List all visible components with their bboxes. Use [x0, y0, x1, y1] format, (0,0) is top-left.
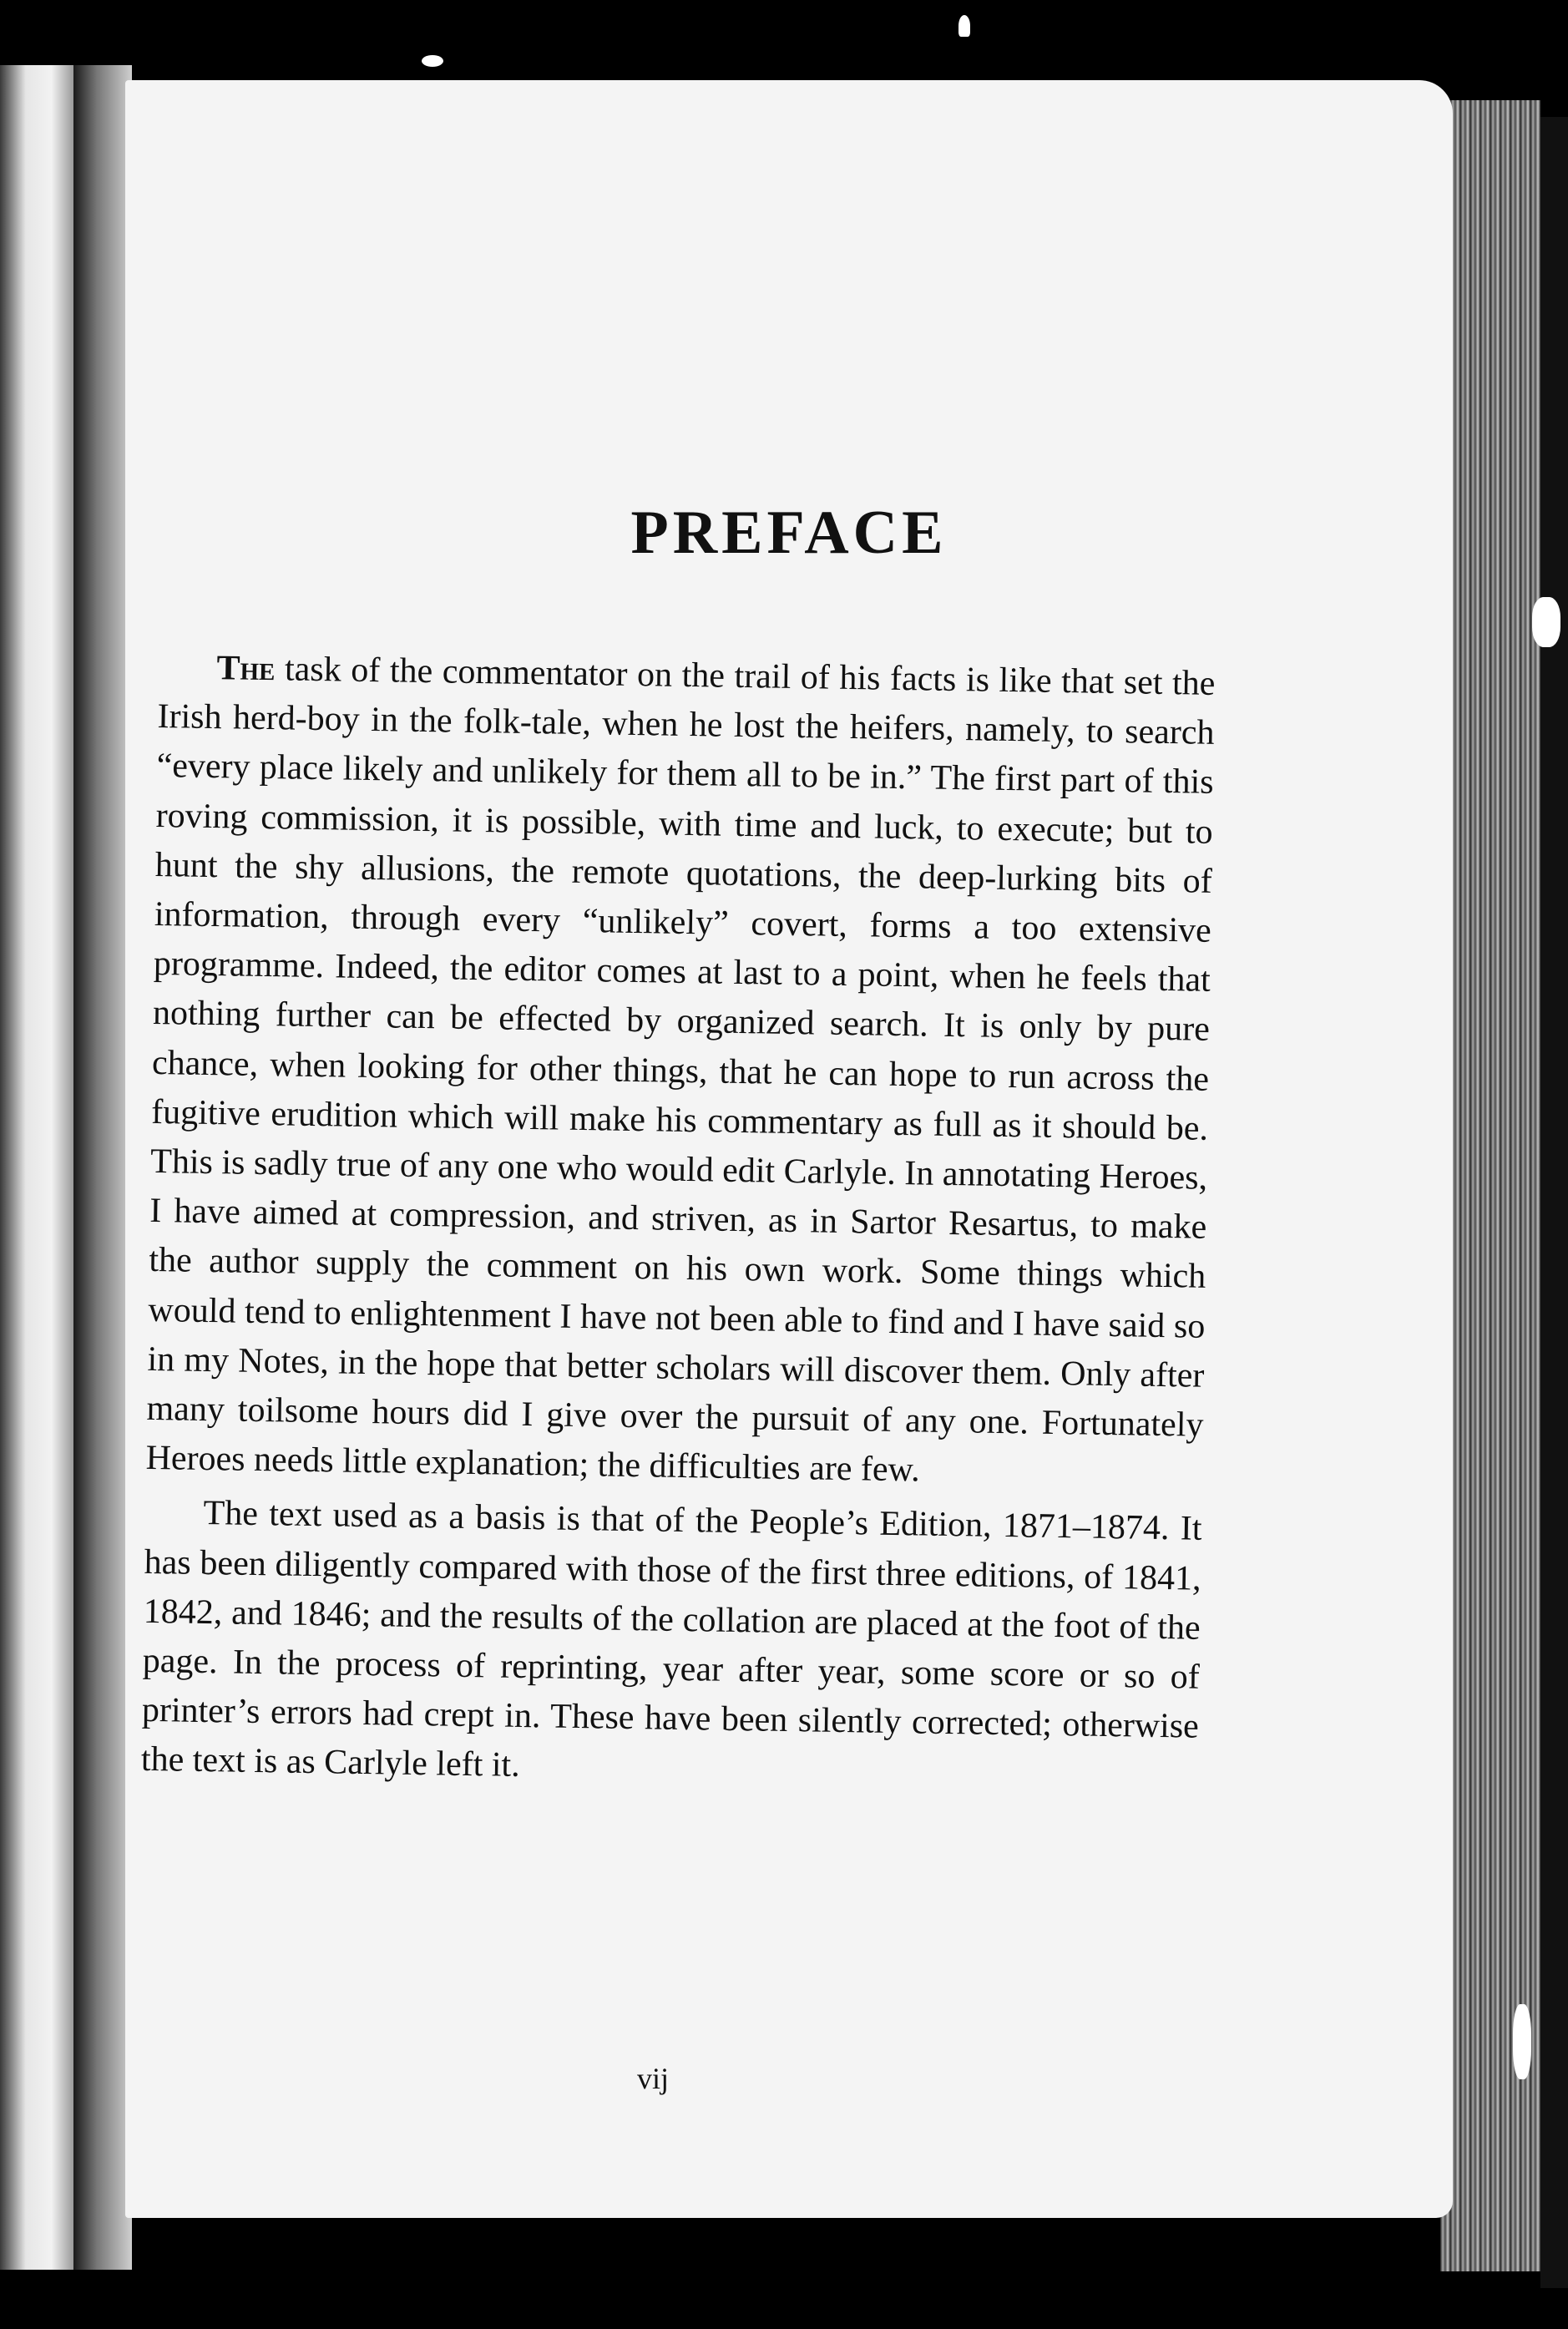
paragraph-text: task of the commentator on the trail of his facts is like that set the Irish herd-boy in the folk-tale, when he lost the heifers, namely, to search “every place likely and unlikely for them all to be in.” The first part of this roving commission, it is possible, with time and luck, to execute; but to hunt the shy allusions, the remote quotations, the deep-lurking bits of information, through every “unlikely” covert, forms a too extensive programme. Indeed, the editor comes at last to a point, when he feels that nothing further can be effected by organized search. It is only by pure chance, when looking for other things, that he can hope to run across the fugitive erudition which will make his commentary as full as it should be. This is sadly true of any one who would edit Carlyle. In annotating Heroes, I have aimed at compression, and striven, as in Sartor Resartus, to make the author supply the comment on his own work. Some things which would tend to enlightenment I have not been able to find and I have said so in my Notes, in the hope that better scholars will discover them. Only after many toilsome hours did I give over the pursuit of any one. Fortunately Heroes needs little explanation; the difficulties are few. [145, 650, 1216, 1490]
paragraph-2 [141, 1488, 1202, 1801]
paragraph-1 [145, 643, 1216, 1500]
page-edges [1440, 100, 1540, 2271]
preface-body [141, 643, 1216, 1801]
scan-speck [959, 15, 970, 37]
right-border [1540, 117, 1568, 2288]
page-number: vij [636, 2062, 669, 2095]
paragraph-lead-word: The [216, 649, 276, 689]
scan-speck [1513, 2004, 1531, 2079]
scan-speck [422, 55, 443, 67]
left-page-edge [0, 65, 73, 2270]
scan-speck [1532, 597, 1560, 647]
page-title: PREFACE [630, 499, 948, 567]
paragraph-text: The text used as a basis is that of the People’s Edition, 1871–1874. It has been diligently compared with those of the first three editions, of 1841, 1842, and 1846; and the results of the collation are placed at the foot of the page. In the process of reprinting, year after year, some score or so of printer’s errors had crept in. These have been silently corrected; otherwise the text is as Carlyle left it. [140, 1494, 1202, 1785]
book-gutter [73, 65, 132, 2270]
